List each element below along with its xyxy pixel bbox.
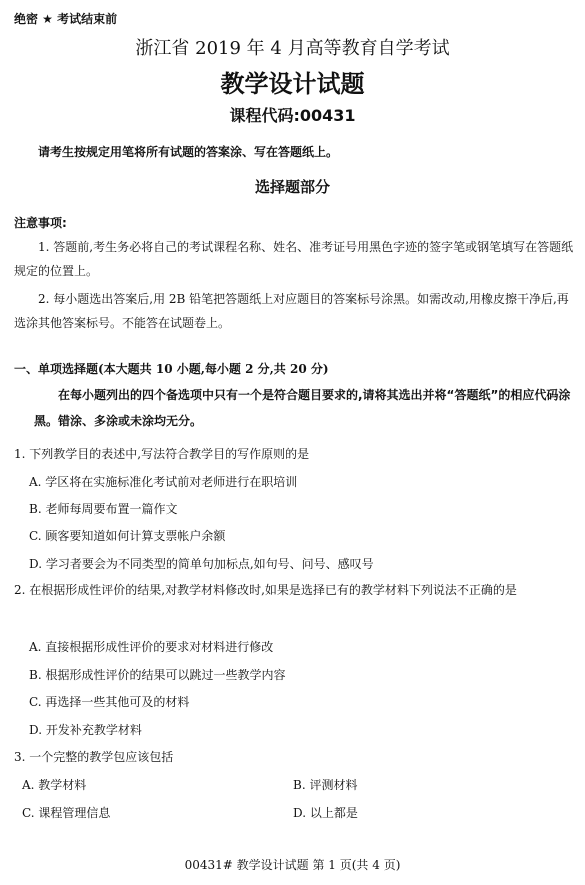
question-option: C. 再选择一些其他可及的材料: [29, 695, 190, 709]
part-heading: 一、单项选择题(本大题共 10 小题,每小题 2 分,共 20 分): [14, 362, 329, 376]
note-item: 1. 答题前,考生务必将自己的考试课程名称、姓名、准考证号用黑色字迹的签字笔或钢笔填写在答题纸规定的位置上。: [14, 240, 574, 278]
page-footer: 00431# 教学设计试题 第 1 页(共 4 页): [184, 858, 401, 872]
question-option: B. 根据形成性评价的结果可以跳过一些教学内容: [29, 668, 286, 682]
question-option: D. 开发补充教学材料: [29, 723, 142, 737]
question-stem: 3. 一个完整的教学包应该包括: [14, 750, 174, 764]
subject-title: 教学设计试题: [220, 70, 365, 98]
question-option: D. 学习者要会为不同类型的简单句加标点,如句号、问号、感叹号: [29, 557, 374, 571]
question-option: D. 以上都是: [293, 806, 358, 820]
secret-label: 绝密 ★ 考试结束前: [14, 12, 118, 26]
question-option: A. 教学材料: [22, 778, 87, 792]
answer-instruction: 请考生按规定用笔将所有试题的答案涂、写在答题纸上。: [38, 145, 339, 159]
question-option: A. 学区将在实施标准化考试前对老师进行在职培训: [29, 475, 298, 489]
question-option: A. 直接根据形成性评价的要求对材料进行修改: [29, 640, 274, 654]
question-option: B. 老师每周要布置一篇作文: [29, 502, 178, 516]
part-description: 在每小题列出的四个备选项中只有一个是符合题目要求的,请将其选出并将“答题纸”的相应代码涂黑。错涂、多涂或未涂均无分。: [34, 388, 571, 428]
section-title: 选择题部分: [254, 178, 330, 196]
question-option: B. 评测材料: [293, 778, 358, 792]
notes-heading: 注意事项:: [14, 216, 67, 230]
question-option: C. 课程管理信息: [22, 806, 111, 820]
exam-title: 浙江省 2019 年 4 月高等教育自学考试: [135, 38, 450, 59]
course-code: 课程代码:00431: [229, 106, 356, 125]
question-option: C. 顾客要知道如何计算支票帐户余额: [29, 529, 226, 543]
question-stem: 2. 在根据形成性评价的结果,对教学材料修改时,如果是选择已有的教学材料下列说法不正确的是: [14, 583, 517, 597]
note-item: 2. 每小题选出答案后,用 2B 铅笔把答题纸上对应题目的答案标号涂黑。如需改动,用橡皮擦干净后,再选涂其他答案标号。不能答在试题卷上。: [14, 292, 569, 330]
question-stem: 1. 下列教学目的表述中,写法符合教学目的写作原则的是: [14, 447, 310, 461]
